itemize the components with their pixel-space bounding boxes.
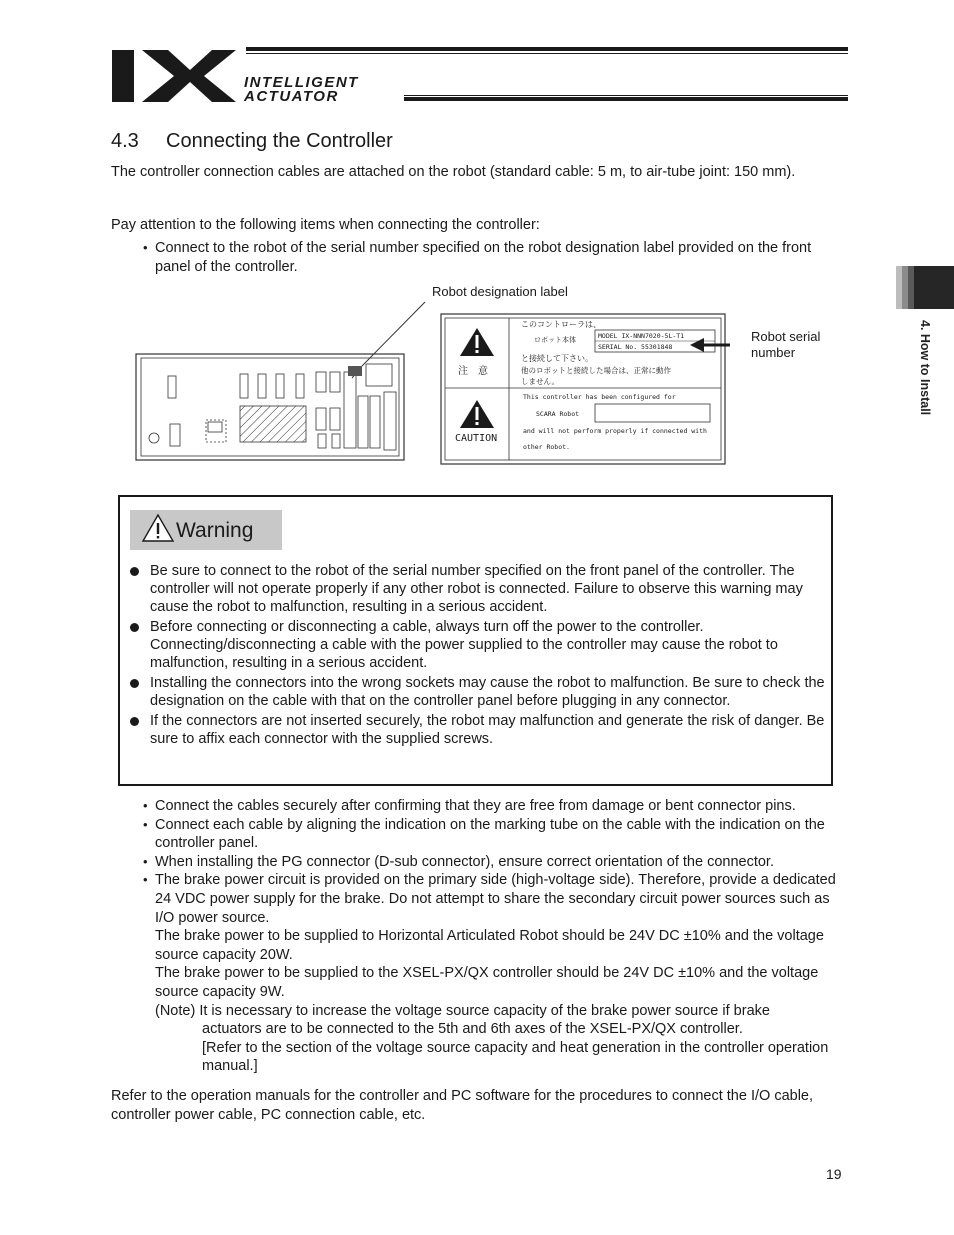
warning-text: If the connectors are not inserted securely, the robot may malfunction and generate the risk of danger. Be sure to affix each connector with the supplied screws.: [150, 713, 825, 747]
closing-paragraph: Refer to the operation manuals for the controller and PC software for the procedures to connect the I/O cable, controller power cable, PC connection cable, etc.: [111, 1088, 814, 1123]
list-item: • Connect the cables securely after confirming that they are free from damage or bent connector pins.: [143, 797, 848, 816]
header-rule: [246, 53, 848, 54]
label-jp-robot-body: ロボット本体: [534, 336, 576, 344]
brake-text: The brake power to be supplied to Horizontal Articulated Robot should be 24V DC ±10% and the voltage source capacity 20W.: [155, 928, 824, 963]
bullet-icon: [130, 623, 139, 632]
label-serial: SERIAL No. 55301848: [598, 343, 673, 351]
label-jp-line: このコントローラは、: [521, 320, 601, 329]
list-item: [130, 618, 830, 672]
label-jp-line: 他のロボットと接続した場合は、正常に動作: [521, 366, 671, 375]
logo-line-2: ACTUATOR: [244, 88, 339, 105]
label-en-scara: SCARA Robot: [536, 410, 580, 418]
bullet-icon: [130, 679, 139, 688]
page-number: 19: [826, 1166, 842, 1182]
warning-text: Installing the connectors into the wrong sockets may cause the robot to malfunction. Be sure to check the designation on the cable with that on the controller panel before plugging in any connector.: [150, 675, 825, 709]
bullet-icon: [130, 567, 139, 576]
list-item: • Connect to the robot of the serial number specified on the robot designation label provided on the front panel of the controller.: [143, 239, 843, 276]
connection-bullets: [143, 797, 848, 1076]
chapter-label: 4. How to Install: [918, 320, 932, 416]
section-number: 4.3: [111, 130, 139, 152]
header-rule: [246, 47, 848, 51]
ix-logo-mark: [112, 46, 236, 102]
header-rule: [404, 95, 848, 96]
logo-wordmark: [244, 76, 359, 104]
label-en-line: and will not perform properly if connected with: [523, 427, 707, 435]
label-caution-jp: 注 意: [458, 366, 488, 377]
brake-text: • The brake power circuit is provided on the primary side (high-voltage side). Therefore, provide a dedicated 24 VDC power supply for the brake. Do not attempt to share the secondary circuit power sources such as I/O power source.: [155, 872, 836, 926]
note-text: [Refer to the section of the voltage source capacity and heat generation in the controller operation manual.]: [202, 1039, 829, 1075]
brake-text: The brake power to be supplied to the XSEL-PX/QX controller should be 24V DC ±10% and the voltage source capacity 9W.: [155, 965, 819, 1000]
bullet-icon: [130, 717, 139, 726]
section-heading: [111, 130, 393, 153]
chapter-tab: [896, 266, 954, 309]
intro-paragraph: Pay attention to the following items when connecting the controller:: [111, 217, 540, 233]
note-text: It is necessary to increase the voltage source capacity of the brake power source if brake: [199, 1002, 770, 1019]
header-rule: [404, 97, 848, 101]
list-item: [130, 712, 830, 748]
intro-paragraph: The controller connection cables are attached on the robot (standard cable: 5 m, to air-tube joint: 150 mm).: [111, 164, 796, 180]
controller-panel-diagram: [130, 300, 730, 470]
label-jp-line: しません。: [521, 377, 559, 386]
note-text: actuators are to be connected to the 5th and 6th axes of the XSEL-PX/QX controller.: [202, 1021, 743, 1038]
label-caution-en: CAUTION: [455, 433, 498, 444]
list-item: [143, 871, 848, 1076]
label-en-line: other Robot.: [523, 443, 570, 451]
note-block: [155, 1002, 848, 1021]
list-item: • Connect each cable by aligning the indication on the marking tube on the cable with the indication on the controller panel.: [143, 816, 848, 853]
warning-text: Before connecting or disconnecting a cable, always turn off the power to the controller. Connecting/disconnecting a cable with the power supplied to the controller may cause the robot to malfunction, resulting in a serious accident.: [150, 619, 778, 671]
list-item: • When installing the PG connector (D-sub connector), ensure correct orientation of the connector.: [143, 853, 848, 872]
label-model: MODEL IX-NNN7020-5L-T1: [598, 332, 685, 340]
warning-title: Warning: [176, 519, 254, 542]
list-item: [130, 674, 830, 710]
list-item: [130, 562, 830, 616]
warning-text: Be sure to connect to the robot of the serial number specified on the front panel of the controller. The controller will not operate properly if any other robot is connected. Failure to observe this warning may cause the robot to malfunction, resulting in a serious accident.: [150, 563, 803, 615]
warning-list: [130, 562, 830, 750]
note-label: (Note): [155, 1002, 196, 1019]
label-jp-line: と接続して下さい。: [521, 354, 593, 363]
section-title: Connecting the Controller: [166, 130, 393, 152]
robot-serial-number-caption: Robot serial number: [751, 329, 821, 360]
warning-triangle-icon: [141, 513, 175, 543]
intro-bullets: [143, 239, 843, 276]
robot-designation-label-caption: Robot designation label: [432, 284, 568, 299]
logo-line-1: INTELLIGENT: [244, 74, 359, 91]
label-en-line: This controller has been configured for: [523, 393, 676, 401]
